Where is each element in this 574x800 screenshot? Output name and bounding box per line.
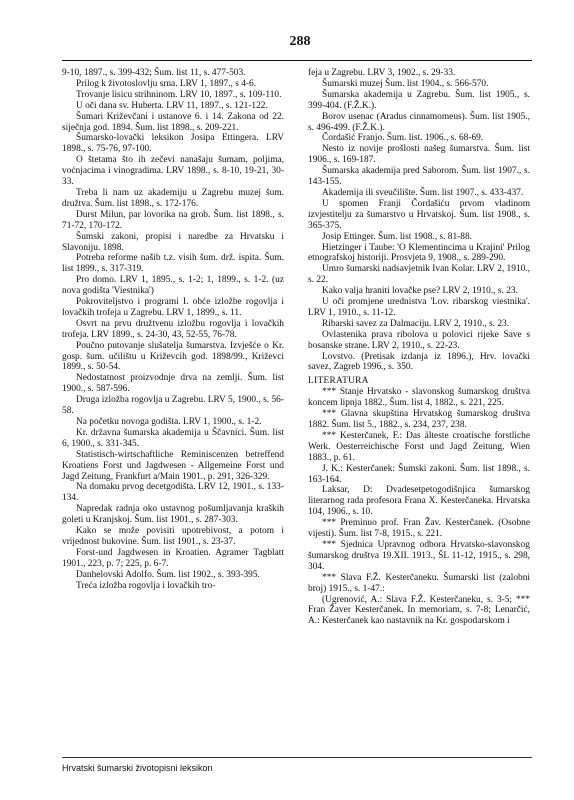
bibliography-entry: (Ugrenović, A.: Slava F.Ž. Kesterčaneku, s. 3-5; *** Fran Žaver Kesterčanek. In memoriam, s. 7-8; Lenarčić, A.: Kesterčanek kao nastavnik na Kr. gospodarskom i (308, 594, 530, 627)
bibliography-entry: O štetama što ih zečevi nanašaju šumam, poljima, voćnjacima i vinogradima. LRV 1898., s. 8-10, 19-21, 30-33. (62, 155, 284, 188)
bibliography-entry: *** Kesterčanek, F.: Das älteste croatische forstliche Werk. Oesterreichische Forst und Jagd Zeitung, Wien 1883., p. 61. (308, 430, 530, 463)
bibliography-entry: Pro domo. LRV 1, 1895., s. 1-2; 1, 1899., s. 1-2. (uz nova godišta 'Viestnika') (62, 275, 284, 297)
left-column (62, 68, 284, 592)
bibliography-entry: Poučno putovanje slušatelja šumarstva. Izvješće o Kr. gosp. šum. učilištu u Križevcih god. 1898/99., Križevci 1899., s. 50-54. (62, 340, 284, 373)
bibliography-entry: Ribarski savez za Dalmaciju. LRV 2, 1910., s. 23. (322, 318, 510, 329)
bibliography-entry: Durst Milun, par lovorika na grob. Šum. list 1898., s. 71-72, 170-172. (62, 209, 284, 231)
bibliography-entry: U oči promjene urednistva 'Lov. ribarskog viestnika'. LRV 1, 1910., s. 11-12. (308, 297, 530, 318)
bibliography-entry: Na domaku prvog decetgodišta. LRV 12, 1901., s. 133-134. (62, 482, 284, 504)
bibliography-entry: Potreba reforme našib t.z. visih šum. drž. ispita. Šum. list 1899., s. 317-319. (62, 253, 284, 275)
bibliography-entry: feja u Zagrebu. LRV 3, 1902., s. 29-33. (308, 68, 456, 78)
bibliography-entry: Na početku novoga godišta. LRV 1, 1900., s. 1-2. (76, 417, 262, 427)
bibliography-entry: Kr. državna šumarska akademija u Ščavnici. Šum. list 6, 1900., s. 331-345. (62, 427, 284, 449)
bibliography-entry: Nedostatnost proizvodnje drva na zemlji. Šum. list 1900., s. 587-596. (62, 373, 284, 395)
bibliography-entry: U spomen Franji Čordašiću prvom vladinom izvjestitelju za šumarstvo u Hrvatskoj. Šum. list 1908., s. 365-375. (308, 198, 530, 231)
bibliography-entry: Kako se može povisiti upotrebivost, a potom i vrijednost bukovine. Šum. list 1901., s. 23-37. (62, 526, 284, 547)
bibliography-entry: Akademija ili sveučilište. Šum. list 1907., s. 433-437. (322, 187, 524, 198)
footer-rule (62, 757, 532, 758)
bibliography-entry: Prilog k životoslovlju srna. LRV 1, 1897., s 4-6. (76, 78, 257, 89)
bibliography-entry: J. K.: Kesterčanek: Šumski zakoni. Šum. list 1898., s. 163-164. (308, 463, 530, 485)
bibliography-entry: Umro šumarski nadsavjetnik Ivan Kolar. LRV 2, 1910., s. 22. (308, 264, 530, 286)
bibliography-entry: Napredak radnja oko ustavnog pošumljavanja kraških goleti u Kranjskoj. Šum. list 1901., s. 287-303. (62, 504, 284, 526)
bibliography-entry: Pokroviteljstvo i programi I. obće izložbe rogovlja i lovačkih trofeja u Zagrebu. LRV 1, 1899., s. 11. (62, 297, 284, 318)
bibliography-entry: *** Stanje Hrvatsko - slavonskog šumarskog društva koncem lipnja 1882., Šum. list 4, 1882., s. 221, 225. (308, 387, 530, 409)
bibliography-entry: *** Preminuo prof. Fran Žav. Kesterčanek. (Osobne vijesti). Šum. list 7-8, 1915., s. 221. (308, 518, 530, 540)
bibliography-entry: Šumari Križevčani i ustanove 6. i 14. Zakona od 22. siječnja god. 1894. Šum. list 1898., s. 209-221. (62, 111, 284, 133)
bibliography-entry: Borov usenac (Aradus cinnamomeus). Šum. list 1905., s. 496-499. (F.Ž.K.). (308, 111, 530, 133)
section-heading: LITERATURA (308, 376, 369, 387)
bibliography-entry: *** Slava F.Ž. Kesterčaneku. Šumarski list (zalobni broj) 1915., s. 1-47.: (308, 572, 530, 594)
bibliography-entry: Šumarsko-lovački leksikon Josipa Ettingera. LRV 1898., s. 75-76, 97-100. (62, 133, 284, 155)
bibliography-entry: Hietzinger i Taube: 'O Klementincima u Krajini' Prilog etnografskoj historiji. Prosvjeta 9, 1908., s. 289-290. (308, 242, 530, 264)
bibliography-entry: Statistisch-wirtschaftliche Reminiscenzen betreffend Kroatiens Forst und Jagdwesen - Allgemeine Forst und Jagd Zeitung, Frankfurt a/Main 1901., p. 291, 326-329. (62, 449, 284, 482)
bibliography-entry: *** Sjednica Upravnog odbora Hrvatsko-slavonskog šumarskog društva 19.XII. 1913., ŠL 11-12, 1915., s. 298, 304. (308, 539, 530, 572)
bibliography-entry: Kako valja hraniti lovačke pse? LRV 2, 1910., s. 23. (322, 286, 518, 297)
bibliography-entry: Čordašić Franjo. Šum. list. 1906., s. 68-69. (322, 133, 484, 144)
bibliography-entry: Treća izložba rogovlja i lovačkih tro- (76, 580, 216, 591)
page-number: 288 (289, 34, 311, 49)
bibliography-entry: Šumarski muzej Šum. list 1904., s. 566-570. (322, 78, 489, 89)
bibliography-entry: Forst-und Jagdwesen in Kroatien. Agramer Tagblatt 1901., 223, p. 7; 225, p. 6-7. (62, 547, 284, 569)
bibliography-entry: Treba li nam uz akademiju u Zagrebu muzej šum. družtva. Šum. list 1898., s. 172-176. (62, 187, 284, 209)
header-rule (62, 60, 532, 61)
bibliography-entry: Josip Ettinger. Šum. list 1908., s. 81-88. (322, 231, 473, 242)
bibliography-entry: U oči dana sv. Huberta. LRV 11, 1897., s. 121-122. (76, 100, 268, 111)
bibliography-entry: Nesto iz novije prošlosti našeg šumarstva. Šum. list 1906., s. 169-187. (308, 144, 530, 166)
bibliography-entry: *** Glavna skupština Hrvatskog šumarskog društva 1882. Šum. list 5., 1882., s. 234, 237, 238. (308, 409, 530, 430)
bibliography-entry: Danhelovski Adolfo. Šum. list 1902., s. 393-395. (76, 569, 260, 580)
bibliography-entry: 9-10, 1897., s. 399-432; Šum. list 11, s. 477-503. (62, 68, 246, 78)
bibliography-entry: Lovstvo. (Pretisak izdanja iz 1896.), Hrv. lovački savez, Zagreb 1996., s. 350. (308, 351, 530, 373)
bibliography-entry: Druga izložba rogovlja u Zagrebu. LRV 5, 1900., s. 56-58. (62, 395, 284, 417)
bibliography-entry: Osvrt na prvu družtvenu izložbu rogovlja i lovačkih trofeja. LRV 1899., s. 24-30, 43, 52-55, 76-78. (62, 318, 284, 340)
right-column (308, 68, 530, 627)
bibliography-entry: Šumarska akademija u Zagrebu. Šum. list 1905., s. 399-404. (F.Ž.K.). (308, 89, 530, 111)
bibliography-entry: Laksar, D: Dvadesetpetogodišnjica šumarskog literarnog rada profesora Frana X. Kesterčaneka. Hrvatska 104, 1906., s. 10. (308, 485, 530, 518)
bibliography-entry: Ovlastenika prava ribolova u polovici rijeke Save s bosanske strane. LRV 2, 1910., s. 22-23. (308, 329, 530, 351)
bibliography-entry: Šumski zakoni, propisi i naredbe za Hrvatsku i Slavoniju. 1898. (62, 231, 284, 253)
bibliography-entry: Trovanje lisicu strihninom. LRV 10, 1897., s. 109-110. (76, 89, 282, 100)
bibliography-entry: Šumarska akademija pred Saborom. Šum. list 1907., s. 143-155. (308, 166, 530, 188)
page-footer: Hrvatski šumarski životopisni leksikon (62, 763, 213, 773)
